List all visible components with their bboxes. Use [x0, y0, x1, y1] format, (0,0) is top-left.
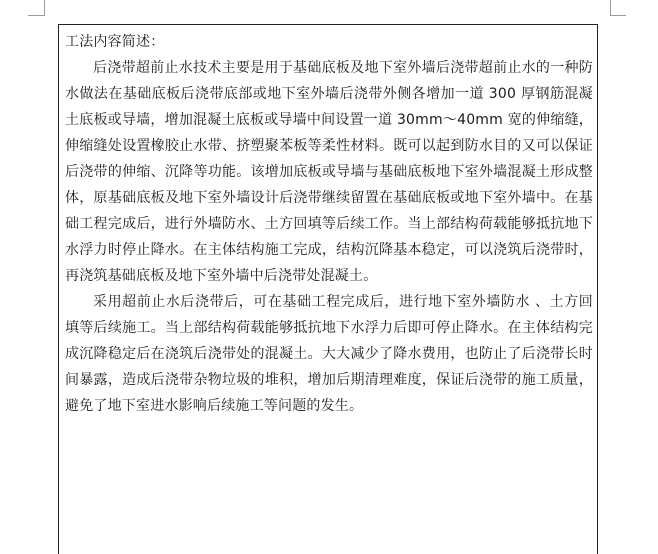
section-heading: 工法内容简述： [65, 34, 165, 50]
content-table-cell [58, 24, 598, 554]
page-corner-mark-right [610, 0, 611, 16]
paragraph-technique-description: 后浇带超前止水技术主要是用于基础底板及地下室外墙后浇带超前止水的一种防水做法在基础底板后浇带底部或地下室外墙后浇带外侧各增加一道 300 厚钢筋混凝土底板或导墙，增加混凝土底板或导墙中间设置一道 30mm～40mm 宽的伸缩缝，伸缩缝处设置橡胶止水带、挤塑聚苯板等柔性材料。既可以起到防水目的又可以保证后浇带的伸缩、沉降等功能。该增加底板或导墙与基础底板地下室外墙混凝土形成整体，原基础底板及地下室外墙设计后浇带继续留置在基础底板或地下室外墙中。在基础工程完成后，进行外墙防水、土方回填等后续工作。当上部结构荷载能够抵抗地下水浮力时停止降水。在主体结构施工完成，结构沉降基本稳定，可以浇筑后浇带时，再浇筑基础底板及地下室外墙中后浇带处混凝土。 [65, 60, 593, 284]
page-corner-mark-left-horizontal [28, 15, 44, 16]
paragraph-benefits: 采用超前止水后浇带后，可在基础工程完成后，进行地下室外墙防水 、土方回填等后续施工。当上部结构荷载能够抵抗地下水浮力后即可停止降水。在主体结构完成沉降稳定后在浇筑后浇带处的混凝土。大大减少了降水费用，也防止了后浇带长时间暴露，造成后浇带杂物垃圾的堆积，增加后期清理难度，保证后浇带的施工质量，避免了地下室进水影响后续施工等问题的发生。 [65, 294, 593, 414]
cell-text-area[interactable] [65, 29, 593, 419]
page-corner-mark-left [44, 0, 45, 16]
page-corner-mark-right-horizontal [610, 15, 626, 16]
